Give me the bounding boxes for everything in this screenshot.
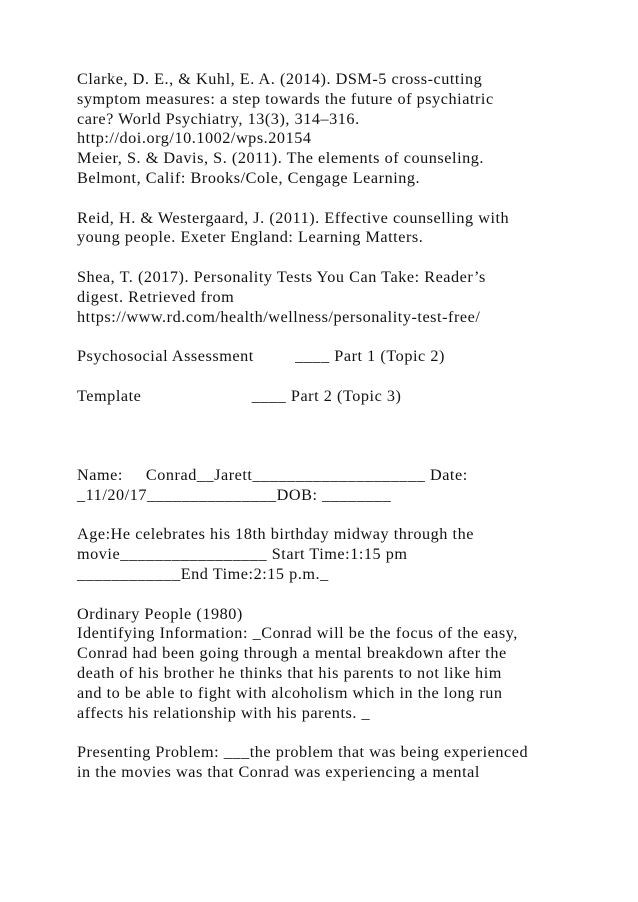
presenting-problem-line: Presenting Problem: ___the problem that was being experienced xyxy=(77,743,529,762)
presenting-problem-section xyxy=(77,743,617,783)
reference-line: digest. Retrieved from xyxy=(77,287,235,306)
spacer xyxy=(77,248,617,268)
date-dob-line: _11/20/17_______________DOB: ________ xyxy=(77,485,392,504)
reference-line: Belmont, Calif: Brooks/Cole, Cengage Learning. xyxy=(77,168,421,187)
age-line: Age:He celebrates his 18th birthday midway through the xyxy=(77,525,474,544)
reference-reid xyxy=(77,209,617,249)
spacer xyxy=(77,506,617,526)
reference-line: care? World Psychiatry, 13(3), 314–316. xyxy=(77,109,360,128)
reference-link: http://doi.org/10.1002/wps.20154 xyxy=(77,129,312,148)
name-date-line: Name: Conrad__Jarett____________________ Date: xyxy=(77,465,468,484)
spacer xyxy=(77,585,617,605)
template-header-line-1: Psychosocial Assessment ____ Part 1 (Topic 2) xyxy=(77,347,445,366)
presenting-problem-line: in the movies was that Conrad was experiencing a mental xyxy=(77,762,480,781)
identifying-information-line: Identifying Information: _Conrad will be the focus of the easy, xyxy=(77,624,518,643)
start-time-line: movie_________________ Start Time:1:15 pm xyxy=(77,545,408,564)
identifying-information-section xyxy=(77,605,617,724)
identifying-information-line: affects his relationship with his parents. _ xyxy=(77,703,371,722)
client-info xyxy=(77,466,617,585)
spacer xyxy=(77,723,617,743)
end-time-line: ____________End Time:2:15 p.m._ xyxy=(77,564,329,583)
reference-line: young people. Exeter England: Learning Matters. xyxy=(77,228,424,247)
spacer xyxy=(77,189,617,209)
template-header xyxy=(77,347,617,406)
reference-link: https://www.rd.com/health/wellness/personality-test-free/ xyxy=(77,307,481,326)
spacer xyxy=(77,407,617,466)
spacer xyxy=(77,327,617,347)
film-title: Ordinary People (1980) xyxy=(77,604,243,623)
template-header-line-2: Template ____ Part 2 (Topic 3) xyxy=(77,386,402,405)
spacer xyxy=(77,367,617,387)
identifying-information-line: death of his brother he thinks that his parents to not like him xyxy=(77,663,502,682)
reference-meier xyxy=(77,149,617,189)
identifying-information-line: Conrad had been going through a mental breakdown after the xyxy=(77,644,507,663)
reference-line: Shea, T. (2017). Personality Tests You Can Take: Reader’s xyxy=(77,267,486,286)
reference-line: symptom measures: a step towards the future of psychiatric xyxy=(77,89,494,108)
reference-shea xyxy=(77,268,617,327)
reference-line: Meier, S. & Davis, S. (2011). The elements of counseling. xyxy=(77,149,484,168)
reference-clarke xyxy=(77,70,617,149)
document-page xyxy=(77,70,617,783)
identifying-information-line: and to be able to fight with alcoholism which in the long run xyxy=(77,683,503,702)
reference-line: Reid, H. & Westergaard, J. (2011). Effective counselling with xyxy=(77,208,510,227)
reference-line: Clarke, D. E., & Kuhl, E. A. (2014). DSM-5 cross-cutting xyxy=(77,70,483,88)
